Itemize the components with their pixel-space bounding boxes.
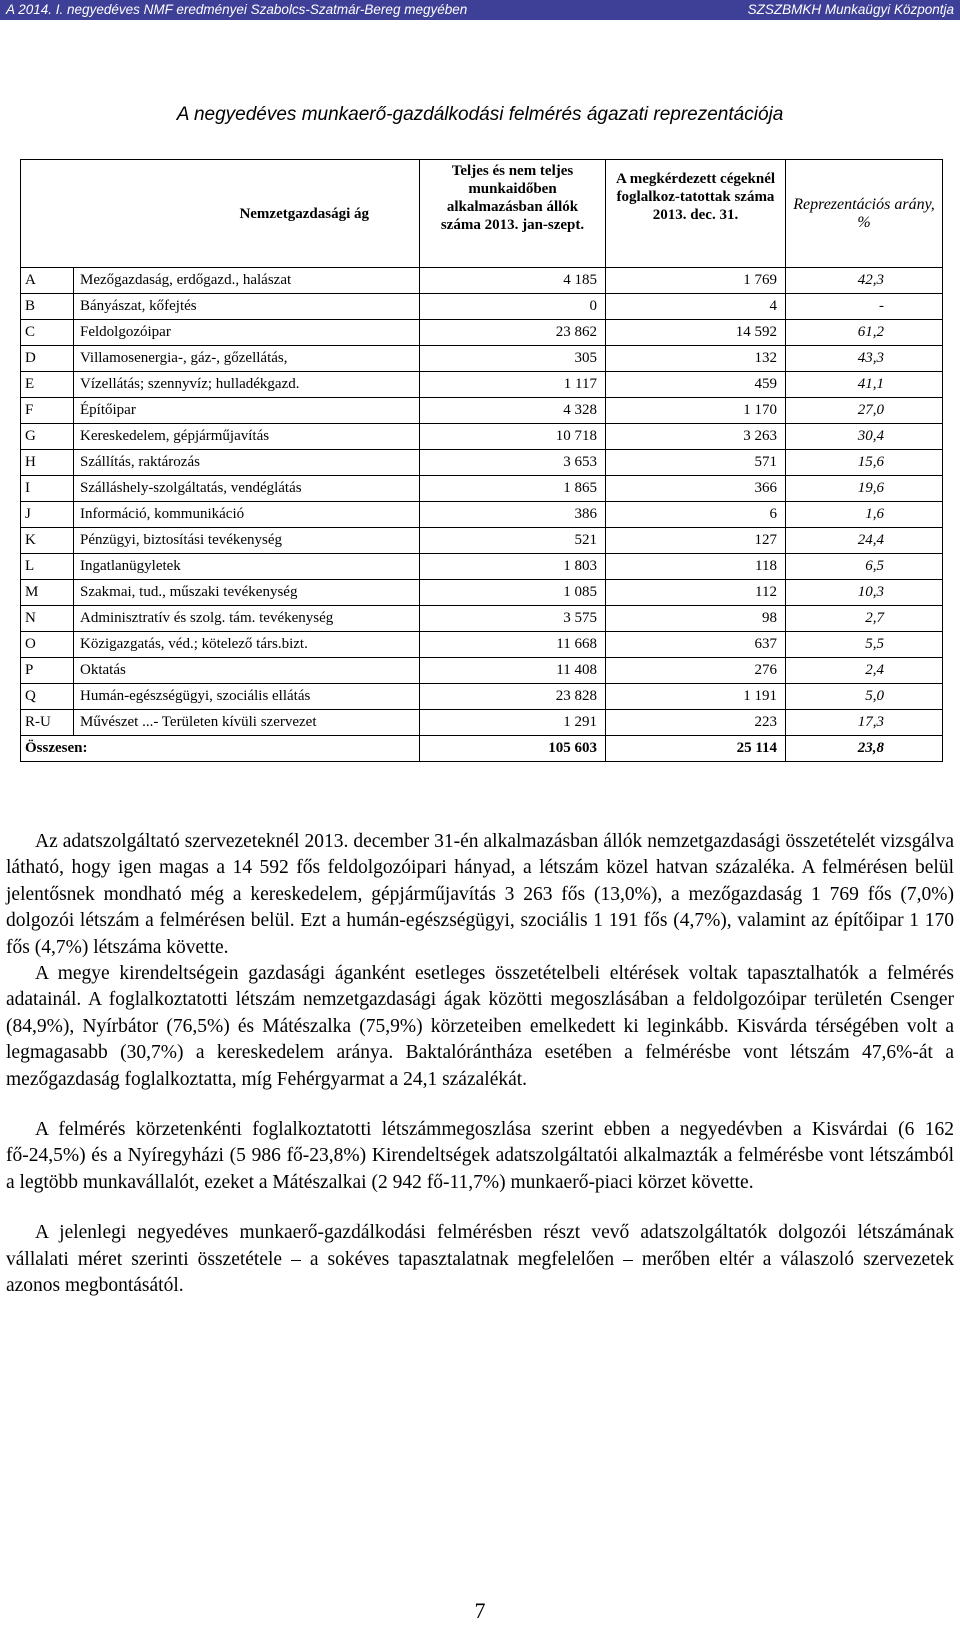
row-ratio: 19,6 — [786, 476, 943, 502]
row-code: H — [21, 450, 74, 476]
paragraph: A felmérés körzetenkénti foglalkoztatotti létszámmegoszlása szerint ebben a negyedévben a Kisvárdai (6 162 fő-24,5%) és a Nyíregyházi (5 986 fő-23,8%) Kirendeltségek adatszolgáltatói alkalmazták a felmérésbe vont létszámból a legtöbb munkavállalót, ezeket a Mátészalkai (2 942 fő-11,7%) munkaerő-piaci körzet követte. — [6, 1119, 954, 1193]
row-code: Q — [21, 684, 74, 710]
row-employed: 11 408 — [420, 658, 606, 684]
row-surveyed: 223 — [606, 710, 786, 736]
table-row — [21, 528, 943, 554]
row-code: E — [21, 372, 74, 398]
table-row — [21, 710, 943, 736]
row-surveyed: 459 — [606, 372, 786, 398]
row-sector-name: Közigazgatás, véd.; kötelező társ.bizt. — [74, 632, 420, 658]
row-sector-name: Adminisztratív és szolg. tám. tevékenység — [74, 606, 420, 632]
row-code: R-U — [21, 710, 74, 736]
table-row — [21, 658, 943, 684]
row-ratio: 61,2 — [786, 320, 943, 346]
row-ratio: 15,6 — [786, 450, 943, 476]
table-row — [21, 450, 943, 476]
table-header-row — [21, 160, 943, 268]
row-surveyed: 276 — [606, 658, 786, 684]
page-number: 7 — [474, 1598, 486, 1623]
row-surveyed: 3 263 — [606, 424, 786, 450]
table-row — [21, 268, 943, 294]
table-row — [21, 554, 943, 580]
row-employed: 521 — [420, 528, 606, 554]
row-code: C — [21, 320, 74, 346]
row-sector-name: Oktatás — [74, 658, 420, 684]
row-sector-name: Villamosenergia-, gáz-, gőzellátás, — [74, 346, 420, 372]
table-total-row — [21, 736, 943, 762]
row-employed: 386 — [420, 502, 606, 528]
row-surveyed: 132 — [606, 346, 786, 372]
table-row — [21, 320, 943, 346]
row-code: P — [21, 658, 74, 684]
row-employed: 1 117 — [420, 372, 606, 398]
row-code: I — [21, 476, 74, 502]
row-employed: 1 291 — [420, 710, 606, 736]
row-ratio: 27,0 — [786, 398, 943, 424]
total-ratio: 23,8 — [786, 736, 943, 762]
paragraph: A jelenlegi negyedéves munkaerő-gazdálkodási felmérésben részt vevő adatszolgáltatók dolgozói létszámának vállalati méret szerinti összetétele – a sokéves tapasztalatnak megfelelően – merőben eltér a válaszoló szervezetek azonos megbontásától. — [6, 1222, 954, 1297]
row-ratio: 30,4 — [786, 424, 943, 450]
row-employed: 1 865 — [420, 476, 606, 502]
row-sector-name: Pénzügyi, biztosítási tevékenység — [74, 528, 420, 554]
sector-representation-table — [20, 159, 943, 762]
row-employed: 305 — [420, 346, 606, 372]
row-ratio: 17,3 — [786, 710, 943, 736]
header-left-text: A 2014. I. negyedéves NMF eredményei Szabolcs-Szatmár-Bereg megyében — [6, 2, 468, 17]
row-sector-name: Szakmai, tud., műszaki tevékenység — [74, 580, 420, 606]
row-employed: 23 828 — [420, 684, 606, 710]
row-ratio: 1,6 — [786, 502, 943, 528]
row-employed: 3 653 — [420, 450, 606, 476]
row-surveyed: 118 — [606, 554, 786, 580]
row-employed: 10 718 — [420, 424, 606, 450]
row-ratio: 5,0 — [786, 684, 943, 710]
row-surveyed: 637 — [606, 632, 786, 658]
running-header — [0, 0, 960, 20]
row-sector-name: Mezőgazdaság, erdőgazd., halászat — [74, 268, 420, 294]
table-row — [21, 606, 943, 632]
row-employed: 11 668 — [420, 632, 606, 658]
row-surveyed: 571 — [606, 450, 786, 476]
table-row — [21, 502, 943, 528]
table-row — [21, 372, 943, 398]
header-right-text: SZSZBMKH Munkaügyi Központja — [747, 2, 954, 17]
row-surveyed: 1 769 — [606, 268, 786, 294]
table-row — [21, 398, 943, 424]
row-surveyed: 6 — [606, 502, 786, 528]
row-surveyed: 1 191 — [606, 684, 786, 710]
row-sector-name: Vízellátás; szennyvíz; hulladékgazd. — [74, 372, 420, 398]
row-sector-name: Humán-egészségügyi, szociális ellátás — [74, 684, 420, 710]
row-surveyed: 127 — [606, 528, 786, 554]
row-sector-name: Feldolgozóipar — [74, 320, 420, 346]
row-code: B — [21, 294, 74, 320]
row-employed: 0 — [420, 294, 606, 320]
row-ratio: 24,4 — [786, 528, 943, 554]
row-ratio: - — [786, 294, 943, 320]
table-row — [21, 632, 943, 658]
row-sector-name: Bányászat, kőfejtés — [74, 294, 420, 320]
row-code: A — [21, 268, 74, 294]
table-row — [21, 346, 943, 372]
row-ratio: 6,5 — [786, 554, 943, 580]
row-code: K — [21, 528, 74, 554]
header-representation: Reprezentációs arány, % — [786, 160, 943, 268]
table-row — [21, 476, 943, 502]
row-sector-name: Kereskedelem, gépjárműjavítás — [74, 424, 420, 450]
row-sector-name: Információ, kommunikáció — [74, 502, 420, 528]
total-employed: 105 603 — [420, 736, 606, 762]
row-sector-name: Szállítás, raktározás — [74, 450, 420, 476]
table-row — [21, 580, 943, 606]
row-surveyed: 14 592 — [606, 320, 786, 346]
row-sector-name: Szálláshely-szolgáltatás, vendéglátás — [74, 476, 420, 502]
row-code: G — [21, 424, 74, 450]
row-ratio: 5,5 — [786, 632, 943, 658]
section-title: A negyedéves munkaerő-gazdálkodási felmérés ágazati reprezentációja — [176, 104, 784, 125]
row-code: L — [21, 554, 74, 580]
row-employed: 23 862 — [420, 320, 606, 346]
row-surveyed: 366 — [606, 476, 786, 502]
row-employed: 3 575 — [420, 606, 606, 632]
row-ratio: 10,3 — [786, 580, 943, 606]
row-ratio: 2,7 — [786, 606, 943, 632]
total-surveyed: 25 114 — [606, 736, 786, 762]
body-text — [6, 829, 954, 1300]
row-employed: 4 328 — [420, 398, 606, 424]
table-body — [21, 268, 943, 736]
row-sector-name: Építőipar — [74, 398, 420, 424]
row-ratio: 41,1 — [786, 372, 943, 398]
paragraph: A megye kirendeltségein gazdasági áganként esetleges összetételbeli eltérések voltak tapasztalhatók a felmérés adatainál. A foglalkoztatotti létszám nemzetgazdasági ágak közötti megoszlásában a feldolgozóipar területén Csenger (84,9%), Nyírbátor (76,5%) és Mátészalka (75,9%) körzeteiben emelkedett ki leginkább. Kisvárda térségében volt a legmagasabb (30,7%) a kereskedelem aránya. Baktalórántháza esetében a felmérésbe vont létszám 47,6%-át a mezőgazdaság foglalkoztatta, míg Fehérgyarmat a 24,1 százalékát. — [6, 963, 954, 1090]
header-sector: Nemzetgazdasági ág — [21, 160, 420, 268]
row-code: O — [21, 632, 74, 658]
row-surveyed: 112 — [606, 580, 786, 606]
row-employed: 1 803 — [420, 554, 606, 580]
table-row — [21, 424, 943, 450]
row-code: D — [21, 346, 74, 372]
row-employed: 4 185 — [420, 268, 606, 294]
row-employed: 1 085 — [420, 580, 606, 606]
row-code: F — [21, 398, 74, 424]
row-ratio: 42,3 — [786, 268, 943, 294]
row-code: N — [21, 606, 74, 632]
table-row — [21, 294, 943, 320]
row-surveyed: 1 170 — [606, 398, 786, 424]
row-ratio: 43,3 — [786, 346, 943, 372]
row-sector-name: Művészet ...- Területen kívüli szervezet — [74, 710, 420, 736]
row-ratio: 2,4 — [786, 658, 943, 684]
row-surveyed: 98 — [606, 606, 786, 632]
table-row — [21, 684, 943, 710]
total-label: Összesen: — [21, 736, 420, 762]
row-code: J — [21, 502, 74, 528]
row-sector-name: Ingatlanügyletek — [74, 554, 420, 580]
header-employed-surveyed: A megkérdezett cégeknél foglalkoz-tatottak száma 2013. dec. 31. — [606, 160, 786, 268]
paragraph: Az adatszolgáltató szervezeteknél 2013. december 31-én alkalmazásban állók nemzetgazdasági összetételét vizsgálva látható, hogy igen magas a 14 592 fős feldolgozóipari hányad, a létszám közel hatvan százaléka. A felmérésen belül jelentősnek mondható még a kereskedelem, gépjárműjavítás 3 263 fős (13,0%), a mezőgazdaság 1 769 fős (7,0%) dolgozói létszám a felmérésen belül. Ezt a humán-egészségügyi, szociális 1 191 fős (4,7%), valamint az építőipar 1 170 fős (4,7%) létszáma követte. — [6, 831, 954, 958]
row-code: M — [21, 580, 74, 606]
row-surveyed: 4 — [606, 294, 786, 320]
header-employed-2013: Teljes és nem teljes munkaidőben alkalmazásban állók száma 2013. jan-szept. — [420, 160, 606, 268]
